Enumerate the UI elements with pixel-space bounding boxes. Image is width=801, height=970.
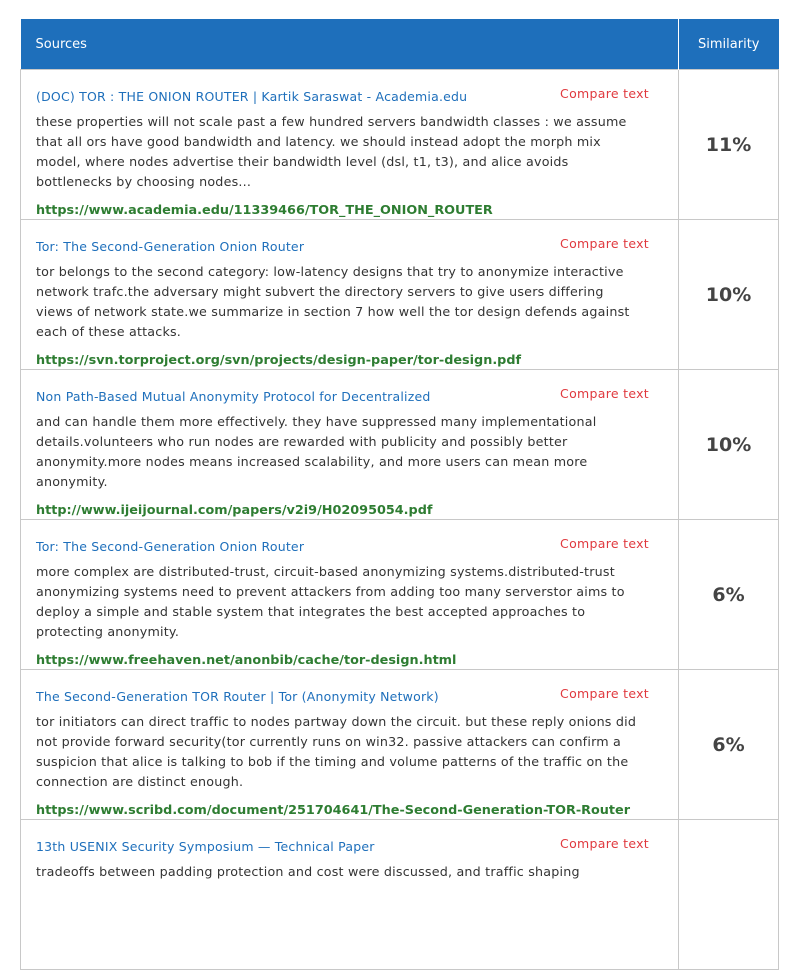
- source-snippet: tradeoffs between padding protection and cost were discussed, and traffic shaping: [36, 864, 580, 879]
- source-cell: [21, 670, 679, 820]
- source-url-link[interactable]: https://www.scribd.com/document/251704641/The-Second-Generation-TOR-Router: [36, 803, 631, 818]
- sources-table: [20, 19, 779, 970]
- source-cell: [21, 520, 679, 670]
- similarity-value: 10%: [679, 220, 779, 370]
- source-snippet: more complex are distributed-trust, circuit-based anonymizing systems.distributed-trust anonymizing systems need to prevent attackers from adding too many serverstor aims to deploy a simple and stable system that integrates the best accepted approaches to protecting anonymity.: [36, 564, 625, 639]
- source-title-link[interactable]: The Second-Generation TOR Router | Tor (Anonymity Network): [36, 689, 439, 704]
- similarity-value: 11%: [679, 70, 779, 220]
- source-row: [21, 370, 779, 520]
- source-title-link[interactable]: 13th USENIX Security Symposium — Technical Paper: [36, 839, 375, 854]
- compare-text-button[interactable]: Compare text: [560, 86, 649, 101]
- compare-text-button[interactable]: Compare text: [560, 386, 649, 401]
- source-url-link[interactable]: https://www.freehaven.net/anonbib/cache/tor-design.html: [36, 653, 457, 668]
- source-cell: [21, 220, 679, 370]
- compare-text-button[interactable]: Compare text: [560, 836, 649, 851]
- similarity-value: [679, 820, 779, 970]
- source-row: [21, 820, 779, 970]
- source-row: [21, 70, 779, 220]
- source-cell: [21, 370, 679, 520]
- source-title-link[interactable]: Tor: The Second-Generation Onion Router: [36, 239, 305, 254]
- source-url-link[interactable]: https://www.academia.edu/11339466/TOR_THE_ONION_ROUTER: [36, 203, 493, 218]
- table-header-row: [21, 19, 779, 70]
- compare-text-button[interactable]: Compare text: [560, 686, 649, 701]
- source-row: [21, 670, 779, 820]
- source-title-link[interactable]: (DOC) TOR : THE ONION ROUTER | Kartik Saraswat - Academia.edu: [36, 89, 468, 104]
- source-snippet: tor initiators can direct traffic to nodes partway down the circuit. but these reply onions did not provide forward security(tor currently runs on win32. passive attackers can confirm a suspicion that alice is talking to bob if the timing and volume patterns of the traffic on the connection are distinct enough.: [36, 714, 637, 789]
- similarity-value: 10%: [679, 370, 779, 520]
- source-snippet: these properties will not scale past a few hundred servers bandwidth classes : we assume that all ors have good bandwidth and latency. we should instead adopt the morph mix model, where nodes advertise their bandwidth level (dsl, t1, t3), and alice avoids bottlenecks by choosing nodes...: [36, 114, 627, 189]
- compare-text-button[interactable]: Compare text: [560, 236, 649, 251]
- sources-column-header: Sources: [21, 19, 679, 70]
- source-row: [21, 220, 779, 370]
- source-url-link[interactable]: http://www.ijeijournal.com/papers/v2i9/H02095054.pdf: [36, 503, 433, 518]
- compare-text-button[interactable]: Compare text: [560, 536, 649, 551]
- similarity-value: 6%: [679, 520, 779, 670]
- source-cell: [21, 70, 679, 220]
- similarity-column-header: Similarity: [679, 19, 779, 70]
- source-title-link[interactable]: Non Path-Based Mutual Anonymity Protocol for Decentralized: [36, 389, 431, 404]
- sources-report: [20, 19, 778, 970]
- source-row: [21, 520, 779, 670]
- source-cell: [21, 820, 679, 970]
- source-snippet: tor belongs to the second category: low-latency designs that try to anonymize interactive network trafc.the adversary might subvert the directory servers to give users differing views of network state.we summarize in section 7 how well the tor design defends against each of these attacks.: [36, 264, 630, 339]
- similarity-value: 6%: [679, 670, 779, 820]
- source-snippet: and can handle them more effectively. they have suppressed many implementational details.volunteers who run nodes are rewarded with publicity and possibly better anonymity.more nodes means increased scalability, and more users can mean more anonymity.: [36, 414, 597, 489]
- source-url-link[interactable]: https://svn.torproject.org/svn/projects/design-paper/tor-design.pdf: [36, 353, 522, 368]
- source-title-link[interactable]: Tor: The Second-Generation Onion Router: [36, 539, 305, 554]
